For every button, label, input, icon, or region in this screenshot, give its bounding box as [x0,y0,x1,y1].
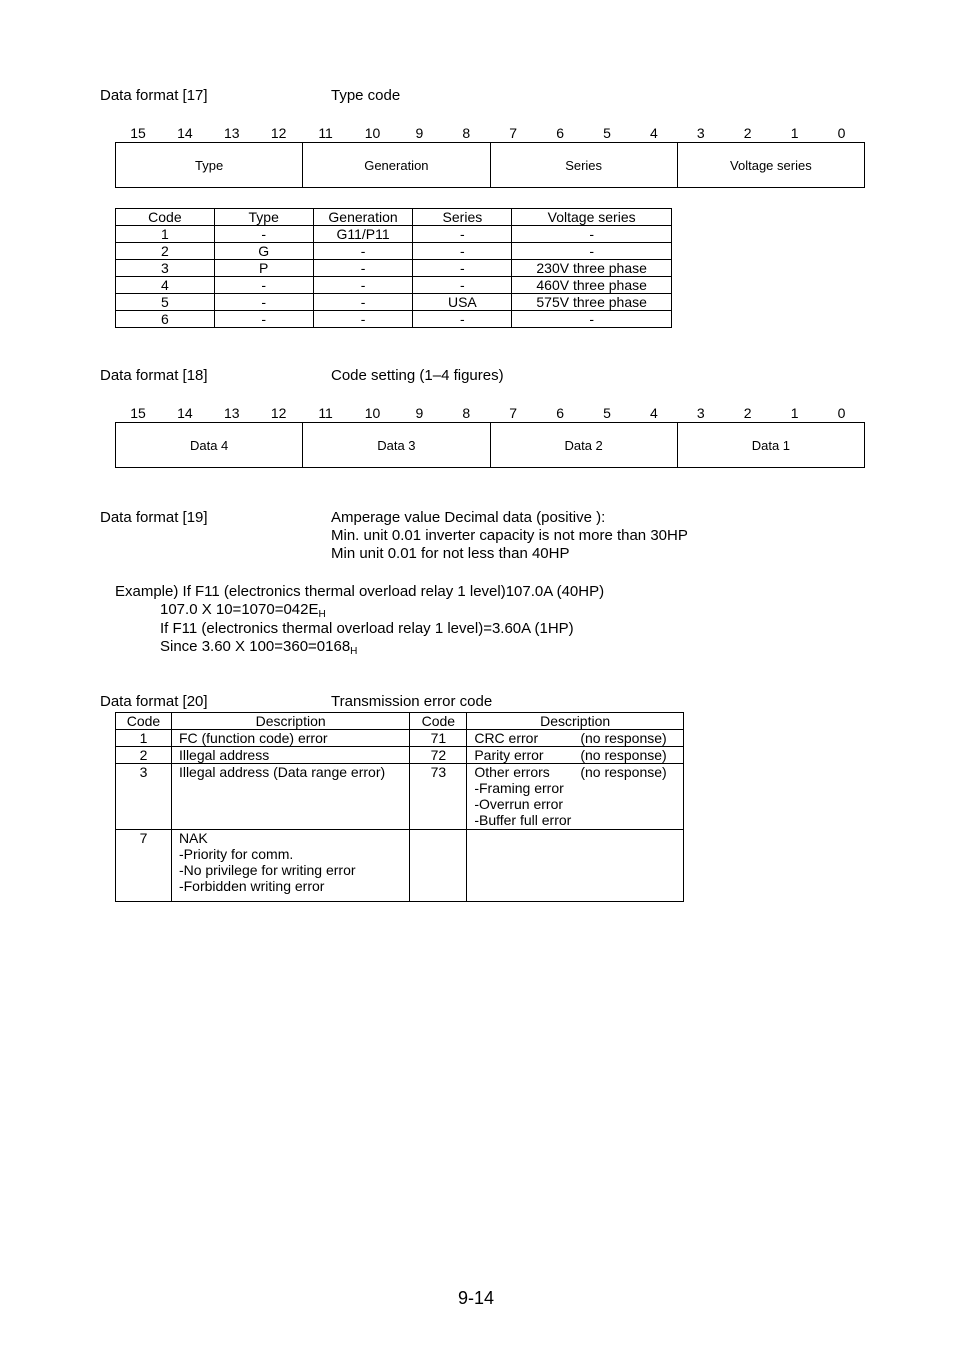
table-cell: G [214,243,313,260]
bit-number: 3 [696,405,705,421]
bit-number: 6 [556,405,564,421]
table-cell: - [313,243,413,260]
error-description [171,830,409,902]
hex-subscript: H [350,646,358,657]
bit-number: 1 [790,405,799,421]
table-cell: - [413,243,512,260]
column-header: Code [116,209,215,226]
error-description [467,730,684,747]
table-row [116,294,672,311]
format19-line: Min unit 0.01 for not less than 40HP [331,545,570,562]
bit-field: Data 4 [189,437,229,453]
bit-number: 13 [224,125,240,141]
error-name: Parity error [474,747,544,763]
description-line [474,730,681,746]
table-row [116,260,672,277]
example-line: If F11 (electronics thermal overload relay 1 level)=3.60A (1HP) [160,620,574,637]
description-line: -Forbidden writing error [178,878,325,894]
bit-number: 5 [603,405,611,421]
error-description [467,830,684,902]
bit-number: 5 [603,125,611,141]
table-cell: G11/P11 [313,226,413,243]
table-cell: - [512,243,672,260]
bit-number: 6 [556,125,564,141]
description-line: -Overrun error [474,796,564,812]
bit-number: 13 [224,405,240,421]
error-code [410,830,467,902]
error-description [467,747,684,764]
column-header: Code [116,713,172,730]
bit-number: 10 [364,405,381,421]
type-code-bit-layout [115,142,865,188]
bit-number: 12 [270,405,287,421]
table-cell: - [512,311,672,328]
format17-label: Data format [17] [100,87,208,104]
bit-number: 9 [415,125,424,141]
table-row [116,830,684,902]
table-cell: 575V three phase [512,294,672,311]
table-cell: 3 [116,260,215,277]
bit-number: 11 [318,125,333,141]
example-line [160,638,357,661]
error-name: Other errors [474,764,550,780]
table-cell: 2 [116,243,215,260]
example-calc: 107.0 X 10=1070=042E [160,601,319,618]
bit-field: Generation [302,143,489,187]
hex-subscript: H [318,609,326,620]
description-line: FC (function code) error [178,730,328,746]
table-row [116,730,684,747]
response-note: (no response) [580,747,667,763]
table-row [116,747,684,764]
table-cell: - [313,260,413,277]
format18-label: Data format [18] [100,367,208,384]
description-line: NAK [178,830,208,846]
column-header: Description [467,713,684,730]
error-code: 2 [116,747,172,764]
table-cell: - [413,226,512,243]
column-header: Description [171,713,409,730]
bit-number: 15 [130,405,146,421]
description-line: Illegal address [178,747,270,763]
bit-number: 12 [270,125,287,141]
description-line: -Priority for comm. [178,846,294,862]
table-cell: 5 [116,294,215,311]
response-note: (no response) [580,730,667,746]
column-header: Code [410,713,467,730]
format19-line: Amperage value Decimal data (positive ): [331,509,606,526]
table-cell: - [413,311,512,328]
table-cell: - [313,294,413,311]
bit-field: Series [490,143,677,187]
error-code: 73 [410,764,467,830]
bit-number: 7 [509,405,518,421]
bit-number: 4 [649,125,658,141]
bit-number: 0 [837,405,846,421]
description-line: Illegal address (Data range error) [178,764,386,780]
bit-field: Data 1 [677,423,864,467]
table-cell: 460V three phase [512,277,672,294]
table-cell: 230V three phase [512,260,672,277]
description-line: -No privilege for writing error [178,862,356,878]
error-description [171,730,409,747]
bit-number: 2 [743,405,752,421]
bit-number: 11 [318,405,333,421]
error-code: 71 [410,730,467,747]
table-cell: - [413,277,512,294]
response-note: (no response) [580,764,667,780]
column-header: Type [214,209,313,226]
example-line: Example) If F11 (electronics thermal overload relay 1 level)107.0A (40HP) [115,583,605,600]
bit-number: 14 [177,125,193,141]
table-row [116,243,672,260]
table-cell: - [214,294,313,311]
table-cell: P [214,260,313,277]
bit-number: 8 [462,125,471,141]
error-code: 1 [116,730,172,747]
bit-field: Data 3 [302,423,489,467]
error-code-table [115,712,684,902]
bit-number: 8 [462,405,471,421]
table-cell: - [512,226,672,243]
table-cell: - [214,277,313,294]
description-line: -Framing error [474,780,564,796]
bit-number: 10 [364,125,381,141]
description-line [474,764,681,780]
bit-number: 14 [177,405,193,421]
error-description [171,764,409,830]
table-header-row [116,209,672,226]
table-row [116,311,672,328]
column-header: Generation [313,209,413,226]
column-header: Series [413,209,512,226]
bit-number: 0 [837,125,846,141]
table-cell: 4 [116,277,215,294]
description-line [474,830,681,846]
format20-title: Transmission error code [331,693,493,710]
table-cell: - [313,277,413,294]
bit-number: 4 [649,405,658,421]
error-description [171,747,409,764]
format19-label: Data format [19] [100,509,208,526]
table-row [116,277,672,294]
format18-title: Code setting (1–4 figures) [331,367,504,384]
table-cell: USA [413,294,512,311]
bit-number: 1 [790,125,799,141]
bit-number: 2 [743,125,752,141]
error-code: 7 [116,830,172,902]
bit-number: 9 [415,405,424,421]
description-line: -Buffer full error [474,812,572,828]
error-code: 72 [410,747,467,764]
bit-number: 3 [696,125,705,141]
table-cell: - [313,311,413,328]
page-number: 9-14 [458,1288,495,1308]
error-name: CRC error [474,730,539,746]
type-code-table [115,208,672,328]
table-cell: - [413,260,512,277]
bit-field: Voltage series [677,143,864,187]
error-description [467,764,684,830]
table-cell: - [214,226,313,243]
table-row [116,764,684,830]
description-line [474,747,681,763]
bit-number: 7 [509,125,518,141]
table-cell: 1 [116,226,215,243]
bit-field: Data 2 [490,423,677,467]
column-header: Voltage series [512,209,672,226]
error-code: 3 [116,764,172,830]
table-row [116,226,672,243]
format17-title: Type code [331,87,401,104]
example-calc: Since 3.60 X 100=360=0168 [160,638,351,655]
table-header-row [116,713,684,730]
code-setting-bit-layout [115,422,865,468]
format20-label: Data format [20] [100,693,208,710]
bit-field: Type [195,157,224,173]
bit-number: 15 [130,125,146,141]
table-cell: - [214,311,313,328]
format19-line: Min. unit 0.01 inverter capacity is not more than 30HP [331,527,688,544]
table-cell: 6 [116,311,215,328]
